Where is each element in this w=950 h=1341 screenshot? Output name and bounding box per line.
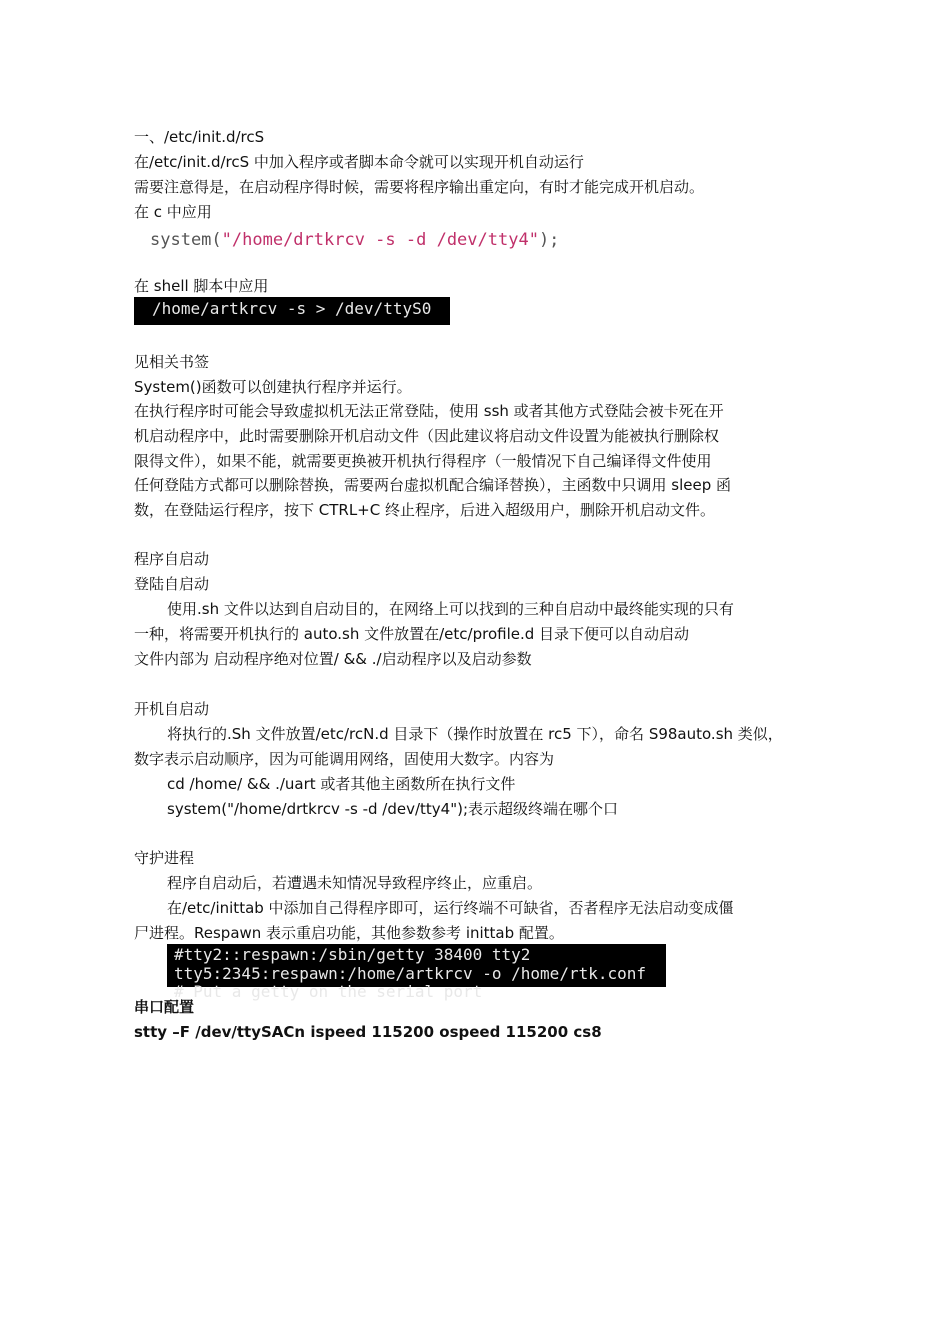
paragraph-line: 数，在登陆运行程序，按下 CTRL+C 终止程序，后进入超级用户，删除开机启动文件。: [134, 501, 715, 519]
paragraph-line: 一种，将需要开机执行的 auto.sh 文件放置在/etc/profile.d 目录下便可以自动启动: [134, 625, 690, 643]
code-line: #tty2::respawn:/sbin/getty 38400 tty2: [174, 945, 531, 964]
inittab-code-snippet: [167, 944, 666, 1001]
shell-code-snippet: [134, 297, 450, 325]
code-string: "/home/drtkrcv -s -d /dev/tty4": [221, 230, 539, 250]
c-code-snippet: [150, 228, 610, 254]
subsection-heading: 登陆自启动: [134, 575, 210, 593]
code-token: );: [538, 230, 560, 250]
paragraph-line: system("/home/drtkrcv -s -d /dev/tty4");表示超级终端在哪个口: [167, 800, 619, 818]
paragraph-line: 使用.sh 文件以达到自启动目的，在网络上可以找到的三种自启动中最终能实现的只有: [167, 600, 734, 618]
paragraph-line: 在 c 中应用: [134, 203, 212, 221]
paragraph-line: 任何登陆方式都可以删除替换，需要两台虚拟机配合编译替换），主函数中只调用 sleep 函: [134, 476, 732, 494]
paragraph-line: 文件内部为 启动程序绝对位置/ && ./启动程序以及启动参数: [134, 650, 532, 668]
section-heading: 守护进程: [134, 849, 195, 867]
paragraph-line: 数字表示启动顺序，因为可能调用网络，固使用大数字。内容为: [134, 750, 555, 768]
section-heading-rcs: 一、/etc/init.d/rcS: [134, 128, 265, 146]
paragraph-line: 在 shell 脚本中应用: [134, 277, 269, 295]
code-line: /home/artkrcv -s > /dev/ttyS0: [152, 299, 432, 318]
code-token: system(: [150, 230, 222, 250]
code-line: # Put a getty on the serial port: [174, 982, 483, 1001]
paragraph-line: cd /home/ && ./uart 或者其他主函数所在执行文件: [167, 775, 516, 793]
paragraph-line: System()函数可以创建执行程序并运行。: [134, 378, 412, 396]
paragraph-line: 在/etc/inittab 中添加自己得程序即可，运行终端不可缺省，否者程序无法启动变成僵: [167, 899, 734, 917]
section-heading: 见相关书签: [134, 353, 210, 371]
paragraph-line: 在/etc/init.d/rcS 中加入程序或者脚本命令就可以实现开机自动运行: [134, 153, 584, 171]
subsection-heading: 开机自启动: [134, 700, 210, 718]
paragraph-line: 机启动程序中，此时需要删除开机启动文件（因此建议将启动文件设置为能被执行删除权: [134, 427, 720, 445]
command-line: stty –F /dev/ttySACn ispeed 115200 ospeed 115200 cs8: [134, 1023, 602, 1041]
paragraph-line: 限得文件），如果不能，就需要更换被开机执行得程序（一般情况下自己编译得文件使用: [134, 452, 712, 470]
paragraph-line: 在执行程序时可能会导致虚拟机无法正常登陆，使用 ssh 或者其他方式登陆会被卡死在开: [134, 402, 724, 420]
section-heading: 程序自启动: [134, 550, 210, 568]
paragraph-line: 将执行的.Sh 文件放置/etc/rcN.d 目录下（操作时放置在 rc5 下），命名 S98auto.sh 类似，: [167, 725, 783, 743]
paragraph-line: 程序自启动后，若遭遇未知情况导致程序终止，应重启。: [167, 874, 543, 892]
code-line: tty5:2345:respawn:/home/artkrcv -o /home/rtk.conf: [174, 964, 647, 983]
section-heading: 串口配置: [134, 998, 195, 1016]
paragraph-line: 尸进程。Respawn 表示重启功能，其他参数参考 inittab 配置。: [134, 924, 564, 942]
paragraph-line: 需要注意得是，在启动程序得时候，需要将程序输出重定向，有时才能完成开机启动。: [134, 178, 705, 196]
